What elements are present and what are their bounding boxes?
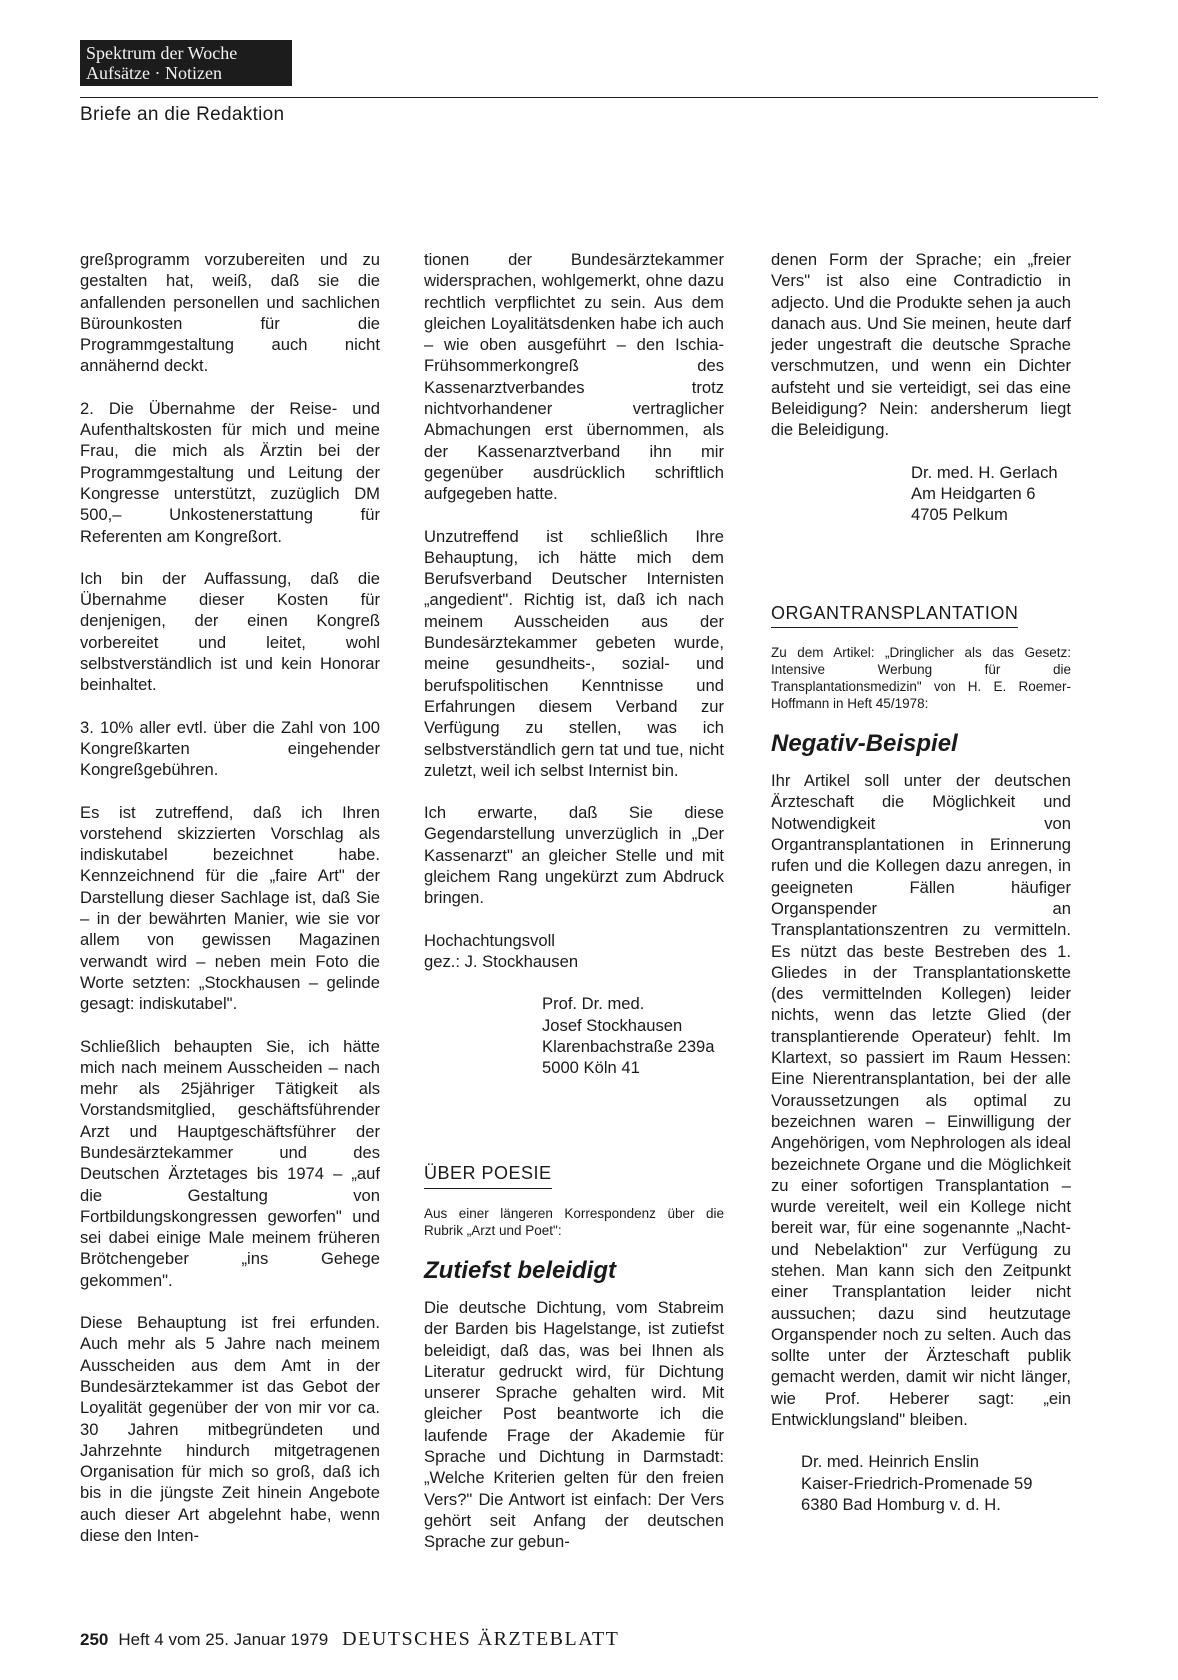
article-title: Negativ-Beispiel — [771, 729, 958, 757]
signature-line: Kaiser-Friedrich-Promenade 59 — [801, 1473, 1033, 1493]
closing — [424, 930, 724, 973]
paragraph: Es ist zutreffend, daß ich Ihren vorstehend skizzierten Vorschlag als indiskutabel bezeichnet habe. Kennzeichnend für die „faire Art" der Darstellung dieser Sachlage ist, daß Sie – in der bewährten Manier, wie sie vor allem von gewissen Magazinen verwandt wird – neben mein Foto die Worte setzten: „Stockhausen – gelinde gesagt: indiskutabel". — [80, 802, 380, 1014]
signature-line: 6380 Bad Homburg v. d. H. — [801, 1494, 1001, 1514]
signature-line: Josef Stockhausen — [542, 1015, 683, 1035]
closing-line: gez.: J. Stockhausen — [424, 951, 579, 971]
column-3 — [771, 249, 1071, 1536]
paragraph: Schließlich behaupten Sie, ich hätte mich nach meinem Ausscheiden – nach mehr als 25jähriger Tätigkeit als Vorstandsmitglied, geschäftsführender Arzt und Hauptgeschäftsführer der Bundesärztekammer und des Deutschen Ärztetages bis 1974 – „auf die Gestaltung von Fortbildungskongressen geworfen" und sei dabei einige Male meinem früheren Brötchengeber „ins Gehege gekommen". — [80, 1036, 380, 1290]
signature-line: Am Heidgarten 6 — [911, 483, 1036, 503]
page-footer — [80, 1628, 619, 1651]
article-intro: Aus einer längeren Korrespondenz über die Rubrik „Arzt und Poet": — [424, 1205, 724, 1238]
article-title: Zutiefst beleidigt — [424, 1256, 616, 1284]
signature-enslin — [771, 1451, 1071, 1515]
paragraph: denen Form der Sprache; ein „freier Vers" ist also eine Contradictio in adjecto. Und die Produkte sehen ja auch danach aus. Und Sie meinen, heute darf jeder ungestraft die deutsche Sprache verschmutzen, und wenn ein Dichter aufsteht und sie verteidigt, sei das eine Beleidigung? Nein: andersherum liegt die Beleidigung. — [771, 250, 1071, 440]
signature-gerlach — [771, 462, 1071, 526]
section-label: Briefe an die Redaktion — [80, 104, 285, 125]
signature-line: Dr. med. H. Gerlach — [911, 462, 1058, 482]
issue-info: Heft 4 vom 25. Januar 1979 — [118, 1630, 329, 1649]
closing-line: Hochachtungsvoll — [424, 930, 555, 950]
paragraph: greßprogramm vorzubereiten und zu gestalten hat, weiß, daß sie die anfallenden personellen und sachlichen Bürounkosten für die Programmgestaltung auch nicht annähernd deckt. — [80, 250, 380, 376]
masthead-line1: Spektrum der Woche — [86, 43, 238, 63]
paragraph: 3. 10% aller evtl. über die Zahl von 100 Kongreßkarten eingehender Kongreßgebühren. — [80, 717, 380, 780]
masthead — [80, 40, 292, 86]
section-heading-poesie: ÜBER POESIE — [424, 1163, 552, 1188]
paragraph: Diese Behauptung ist frei erfunden. Auch mehr als 5 Jahre nach meinem Ausscheiden aus dem Amt in der Bundesärztekammer ist das Gebot der Loyalität gegenüber der von mir vor ca. 30 Jahren mitbegründeten und Jahrzehnte hindurch mitgetragenen Organisation für mich so groß, daß ich bis in die jüngste Zeit hinein Angebote auch dieser Art abgelehnt habe, wenn diese den Inten- — [80, 1313, 380, 1546]
column-2 — [424, 249, 724, 1574]
signature-line: 5000 Köln 41 — [542, 1058, 640, 1078]
magazine-name: DEUTSCHES ÄRZTEBLATT — [342, 1628, 620, 1650]
signature-line: Dr. med. Heinrich Enslin — [801, 1452, 979, 1472]
masthead-line2: Aufsätze · Notizen — [86, 63, 222, 83]
paragraph: Ich bin der Auffassung, daß die Übernahme dieser Kosten für denjenigen, der einen Kongreß vorbereitet und leitet, wohl selbstverständlich ist und kein Honorar beinhaltet. — [80, 568, 380, 695]
signature-line: Prof. Dr. med. — [542, 994, 645, 1014]
paragraph: tionen der Bundesärztekammer widersprachen, wohlgemerkt, ohne dazu rechtlich verpflichtet zu sein. Aus dem gleichen Loyalitätsdenken habe ich auch – wie oben ausgeführt – den Ischia-Frühsommerkongreß des Kassenarztverbandes trotz nichtvorhandener vertraglicher Abmachungen erst übernommen, als der Kassenarztverband ihn mir gegenüber ausdrücklich schriftlich aufgegeben hatte. — [424, 250, 724, 504]
signature-stockhausen — [424, 993, 724, 1078]
top-rule — [80, 97, 1098, 98]
paragraph: 2. Die Übernahme der Reise- und Aufenthaltskosten für mich und meine Frau, die mich als Ärztin bei der Programmgestaltung und Leitung der Kongresse unterstützt, zuzüglich DM 500,– Unkostenerstattung für Referenten am Kongreßort. — [80, 398, 380, 546]
paragraph: Unzutreffend ist schließlich Ihre Behauptung, ich hätte mich dem Berufsverband Deutscher Internisten „angedient". Richtig ist, daß ich nach meinem Ausscheiden aus der Bundesärztekammer gebeten wurde, meine gesundheits-, sozial- und berufspolitischen Kenntnisse und Erfahrungen diesem Verband zur Verfügung zu stellen, was ich selbstverständlich gern tat und tue, nicht zuletzt, weil ich selbst Internist bin. — [424, 526, 724, 780]
article-intro: Zu dem Artikel: „Dringlicher als das Gesetz: Intensive Werbung für die Transplantationsmedizin" von H. E. Roemer-Hoffmann in Heft 45/1978: — [771, 644, 1071, 711]
signature-line: Klarenbachstraße 239a — [542, 1036, 715, 1056]
paragraph: Ich erwarte, daß Sie diese Gegendarstellung unverzüglich in „Der Kassenarzt" an gleicher Stelle und mit gleichem Rang ungekürzt zum Abdruck bringen. — [424, 803, 724, 908]
column-1 — [80, 249, 380, 1567]
paragraph: Ihr Artikel soll unter der deutschen Ärzteschaft die Möglichkeit und Notwendigkeit von Organtransplantationen in Erinnerung rufen und die Kollegen dazu anregen, in geeigneten Fällen häufiger Organspender an Transplantationszentren zu vermitteln. Es nützt das beste Bestreben des 1. Gliedes in der Transplantationskette (des vermittelnden Kollegen) leider nichts, wenn das letzte Glied (der transplantierende Operateur) fehlt. Im Klartext, so passiert im Raum Hessen: Eine Nierentransplantation, bei der alle Voraussetzungen als optimal zu bezeichnen waren – Einwilligung der Angehörigen, vom Nephrologen als ideal bezeichnete Organe und die Möglichkeit zu einer sofortigen Transplantation – wurde vereitelt, weil ein Kollege nicht bereit war, für eine sogenannte „Nacht- und Nebelaktion" zur Verfügung zu stehen. Man kann sich den Zeitpunkt einer Transplantation leider nicht aussuchen; dazu sind heutzutage Organspender noch zu selten. Auch das sollte unter der Ärzteschaft publik gemacht werden, damit wir nicht länger, wie Prof. Heberer sagt: „ein Entwicklungsland" bleiben. — [771, 771, 1071, 1430]
signature-line: 4705 Pelkum — [911, 505, 1008, 525]
paragraph: Die deutsche Dichtung, vom Stabreim der Barden bis Hagelstange, ist zutiefst beleidigt, daß das, was bei Ihnen als Literatur gedruckt wird, für Dichtung unserer Sprache gehalten wird. Mit gleicher Post beantworte ich die laufende Frage der Akademie für Sprache und Dichtung in Darmstadt: „Welche Kriterien gelten für den freien Vers?" Die Antwort ist einfach: Der Vers gehört seit Anfang der deutschen Sprache zur gebun- — [424, 1297, 724, 1552]
section-heading-organtransplantation: ORGANTRANSPLANTATION — [771, 603, 1018, 628]
page-number: 250 — [80, 1630, 109, 1649]
